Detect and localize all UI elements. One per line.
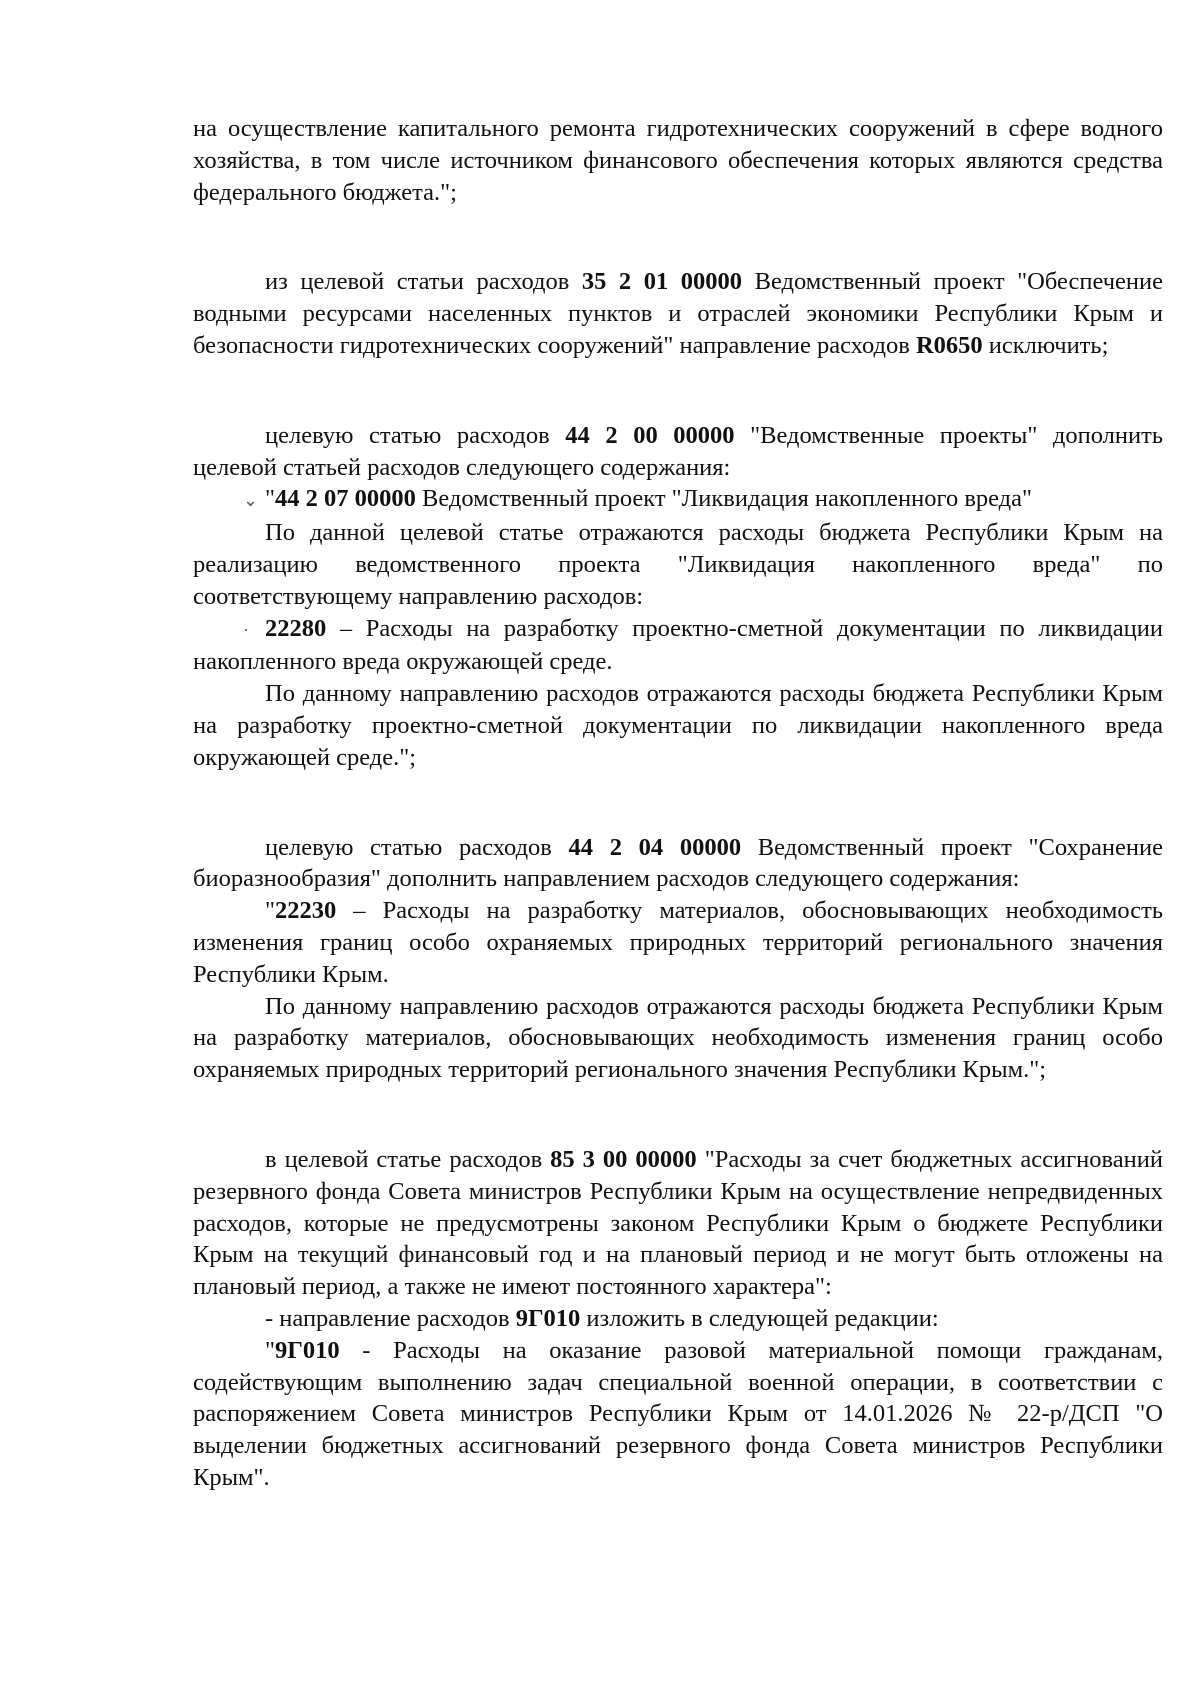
text-run: " — [265, 1336, 276, 1364]
text-run: исключить; — [982, 331, 1109, 359]
document-body — [193, 113, 1163, 1494]
paragraph-10 — [193, 991, 1163, 1086]
paragraph-2 — [193, 266, 1163, 361]
paragraph-gap — [193, 362, 1163, 420]
budget-code: 35 2 01 00000 — [581, 268, 743, 296]
paragraph-gap — [193, 1086, 1163, 1144]
text-run: из целевой статьи расходов — [265, 268, 582, 296]
budget-code: 9Г010 — [275, 1336, 340, 1364]
budget-code: R0650 — [915, 331, 983, 359]
paragraph-9 — [193, 895, 1163, 990]
text-run: - направление расходов — [265, 1304, 516, 1332]
text-run: - Расходы на оказание разовой материальной помощи гражданам, содействующим выполнению задач специальной военной операции, в соответствии с распоряжением Совета министров Республики Крым от 14.01.2026 № 22-р/ДСП "О выделении бюджетных ассигнований резервного фонда Совета министров Республики Крым". — [193, 1336, 1163, 1491]
budget-code: 22230 — [275, 897, 337, 925]
text-run: Ведомственный проект "Сохранение биоразнообразия" дополнить направлением расходов следующего содержания: — [193, 833, 1163, 893]
margin-tick-mark: ⌄ — [243, 490, 259, 511]
text-run: в целевой статье расходов — [265, 1145, 551, 1173]
paragraph-3 — [193, 420, 1163, 484]
paragraph-12 — [193, 1303, 1163, 1335]
budget-code: 44 2 04 00000 — [568, 833, 742, 861]
paragraph-5 — [193, 517, 1163, 612]
paragraph-4 — [193, 483, 1163, 517]
text-run: "Ведомственные проекты" дополнить целевой статьей расходов следующего содержания: — [193, 421, 1163, 481]
text-run: Ведомственный проект "Ликвидация накопленного вреда" — [415, 485, 1033, 513]
budget-code: 22280 — [265, 614, 327, 642]
budget-code: 44 2 07 00000 — [275, 485, 416, 513]
text-run: изложить в следующей редакции: — [580, 1304, 939, 1332]
paragraph-11 — [193, 1144, 1163, 1303]
paragraph-8 — [193, 832, 1163, 896]
text-run: на осуществление капитального ремонта гидротехнических сооружений в сфере водного хозяйства, в том числе источником финансового обеспечения которых являются средства федерального бюджета."; — [193, 115, 1163, 206]
margin-tick-mark: · — [243, 619, 249, 640]
text-run: По данной целевой статье отражаются расходы бюджета Республики Крым на реализацию ведомственного проекта "Ликвидация накопленного вреда" по соответствующему направлению расходов: — [193, 519, 1163, 610]
budget-code: 44 2 00 00000 — [565, 421, 735, 449]
text-run: Ведомственный проект "Обеспечение водными ресурсами населенных пунктов и отраслей экономики Республики Крым и безопасности гидротехнических сооружений" направление расходов — [193, 268, 1163, 359]
budget-code: 9Г010 — [515, 1304, 581, 1332]
paragraph-7 — [193, 678, 1163, 773]
text-run: целевую статью расходов — [265, 421, 566, 449]
text-run: " — [265, 485, 276, 513]
paragraph-gap — [193, 774, 1163, 832]
text-run: целевую статью расходов — [265, 833, 569, 861]
text-run: – Расходы на разработку материалов, обосновывающих необходимость изменения границ особо охраняемых природных территорий регионального значения Республики Крым. — [193, 897, 1163, 988]
paragraph-gap — [193, 208, 1163, 266]
text-run: " — [265, 897, 276, 925]
paragraph-13 — [193, 1335, 1163, 1494]
text-run: По данному направлению расходов отражаются расходы бюджета Республики Крым на разработку проектно-сметной документации по ликвидации накопленного вреда окружающей среде."; — [193, 680, 1163, 771]
paragraph-1 — [193, 113, 1163, 208]
text-run: – Расходы на разработку проектно-сметной документации по ликвидации накопленного вреда окружающей среде. — [193, 614, 1163, 676]
text-run: По данному направлению расходов отражаются расходы бюджета Республики Крым на разработку материалов, обосновывающих необходимость изменения границ особо охраняемых природных территорий регионального значения Республики Крым."; — [193, 992, 1163, 1084]
budget-code: 85 3 00 00000 — [550, 1145, 697, 1173]
text-run: "Расходы за счет бюджетных ассигнований резервного фонда Совета министров Республики Крым на осуществление непредвиденных расходов, которые не предусмотрены законом Республики Крым о бюджете Республики Крым на текущий финансовый год и на плановый период и не могут быть отложены на плановый период, а также не имеют постоянного характера": — [193, 1145, 1164, 1301]
paragraph-6 — [193, 613, 1163, 679]
